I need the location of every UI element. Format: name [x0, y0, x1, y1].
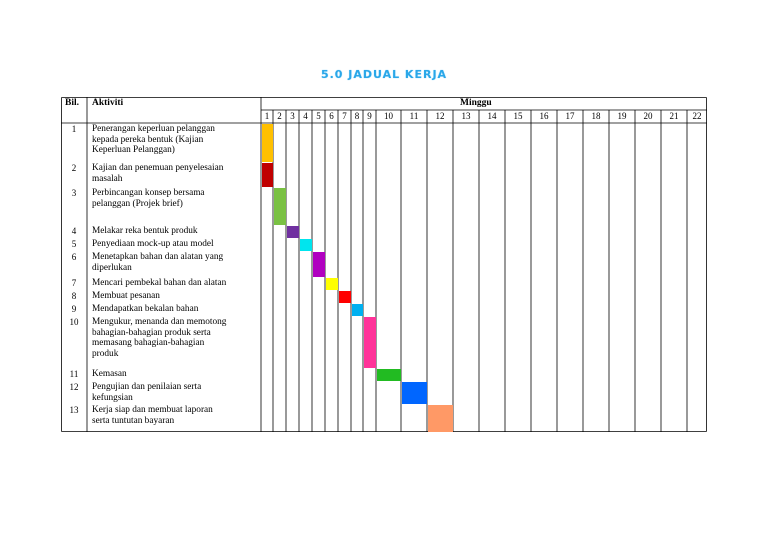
week-label-text: 3 [290, 111, 295, 121]
activity-description [92, 317, 257, 359]
week-label-text: 16 [539, 111, 549, 121]
activity-line: memasang bahagian-bahagian [92, 338, 205, 348]
gantt-bar-week-7 [339, 291, 351, 303]
row-number: 13 [69, 405, 79, 415]
activity-description [92, 226, 257, 237]
activity-description [92, 291, 257, 302]
activity-line: kefungsian [92, 392, 133, 403]
gantt-bar-week-4 [300, 239, 312, 251]
week-label-text: 9 [367, 111, 372, 121]
week-label-text: 8 [354, 111, 360, 121]
row-number: 5 [71, 239, 77, 249]
row-number: 11 [69, 369, 79, 379]
header-aktiviti: Aktiviti [92, 98, 124, 108]
row-number: 6 [71, 252, 77, 262]
week-label-text: 19 [617, 111, 627, 121]
page-title: 5.0 JADUAL KERJA [320, 68, 448, 81]
week-label-text: 7 [342, 111, 347, 121]
activity-line: Mencari pembekal bahan dan alatan [92, 278, 227, 288]
activity-line: Mengukur, menanda dan memotong [92, 317, 227, 327]
row-number: 12 [69, 382, 79, 392]
activity-description [92, 163, 257, 184]
activity-description [92, 405, 257, 426]
activity-line: produk [92, 348, 119, 359]
header-minggu: Minggu [460, 98, 492, 108]
week-label-text: 20 [643, 111, 653, 121]
row-number: 9 [71, 304, 77, 314]
activity-description [92, 124, 257, 156]
activity-description [92, 382, 257, 403]
week-label-text: 10 [384, 111, 393, 121]
week-label-text: 5 [316, 111, 321, 121]
activity-line: Mendapatkan bekalan bahan [92, 304, 199, 314]
gantt-bar-week-11 [402, 382, 427, 404]
gantt-bar-week-3 [287, 226, 299, 238]
activity-line: Perbincangan konsep bersama [92, 188, 205, 198]
activity-line: Kemasan [92, 369, 127, 379]
week-label-text: 4 [303, 111, 308, 121]
activity-description [92, 188, 257, 209]
gantt-bar-week-2 [274, 188, 286, 225]
row-number: 7 [71, 278, 77, 288]
activity-line: Kerja siap dan membuat laporan [92, 405, 213, 415]
row-number: 2 [71, 163, 77, 173]
week-label-text: 11 [409, 111, 419, 121]
activity-line: Melakar reka bentuk produk [92, 226, 198, 236]
activity-line: Penerangan keperluan pelanggan [92, 124, 215, 134]
activity-line: Menetapkan bahan dan alatan yang [92, 252, 224, 262]
row-number: 1 [71, 124, 77, 134]
gantt-bar-week-8 [352, 304, 363, 316]
gantt-bar-week-1 [262, 124, 273, 162]
activity-line: bahagian-bahagian produk serta [92, 327, 211, 338]
activity-line: pelanggan (Projek brief) [92, 198, 183, 209]
activity-description [92, 239, 257, 250]
row-number: 10 [69, 317, 79, 327]
activity-line: masalah [92, 173, 123, 184]
activity-line: Penyediaan mock-up atau model [92, 239, 214, 249]
week-label-text: 6 [329, 111, 334, 121]
activity-description [92, 278, 257, 289]
week-label-text: 2 [277, 111, 282, 121]
activity-line: kepada pereka bentuk (Kajian [92, 134, 204, 145]
activity-line: Pengujian dan penilaian serta [92, 382, 202, 392]
row-number: 4 [71, 226, 77, 236]
week-label-text: 18 [591, 111, 601, 121]
gantt-bar-week-10 [377, 369, 401, 381]
gantt-bar-week-6 [326, 278, 338, 290]
week-label-text: 12 [435, 111, 445, 121]
gantt-bar-week-9 [364, 317, 376, 368]
header-bil: Bil. [65, 98, 79, 108]
work-schedule-table [61, 97, 707, 432]
week-label-text: 17 [565, 111, 575, 121]
gantt-bar-week-5 [313, 252, 325, 277]
activity-line: serta tuntutan bayaran [92, 415, 175, 426]
week-label-text: 13 [461, 111, 471, 121]
activity-description [92, 369, 257, 380]
week-label-text: 15 [513, 111, 523, 121]
activity-line: Kajian dan penemuan penyelesaian [92, 163, 224, 173]
row-number: 8 [71, 291, 77, 301]
week-label-text: 21 [669, 111, 679, 121]
week-label-text: 1 [264, 111, 270, 121]
activity-line: Keperluan Pelanggan) [92, 145, 175, 155]
gantt-bar-week-1 [262, 163, 273, 187]
week-label-text: 14 [487, 111, 497, 121]
gantt-bar-week-12 [428, 405, 453, 432]
row-number: 3 [71, 188, 77, 198]
activity-description [92, 252, 257, 273]
activity-description [92, 304, 257, 315]
activity-line: diperlukan [92, 262, 132, 273]
week-label-text: 22 [692, 111, 702, 121]
activity-line: Membuat pesanan [92, 291, 160, 301]
